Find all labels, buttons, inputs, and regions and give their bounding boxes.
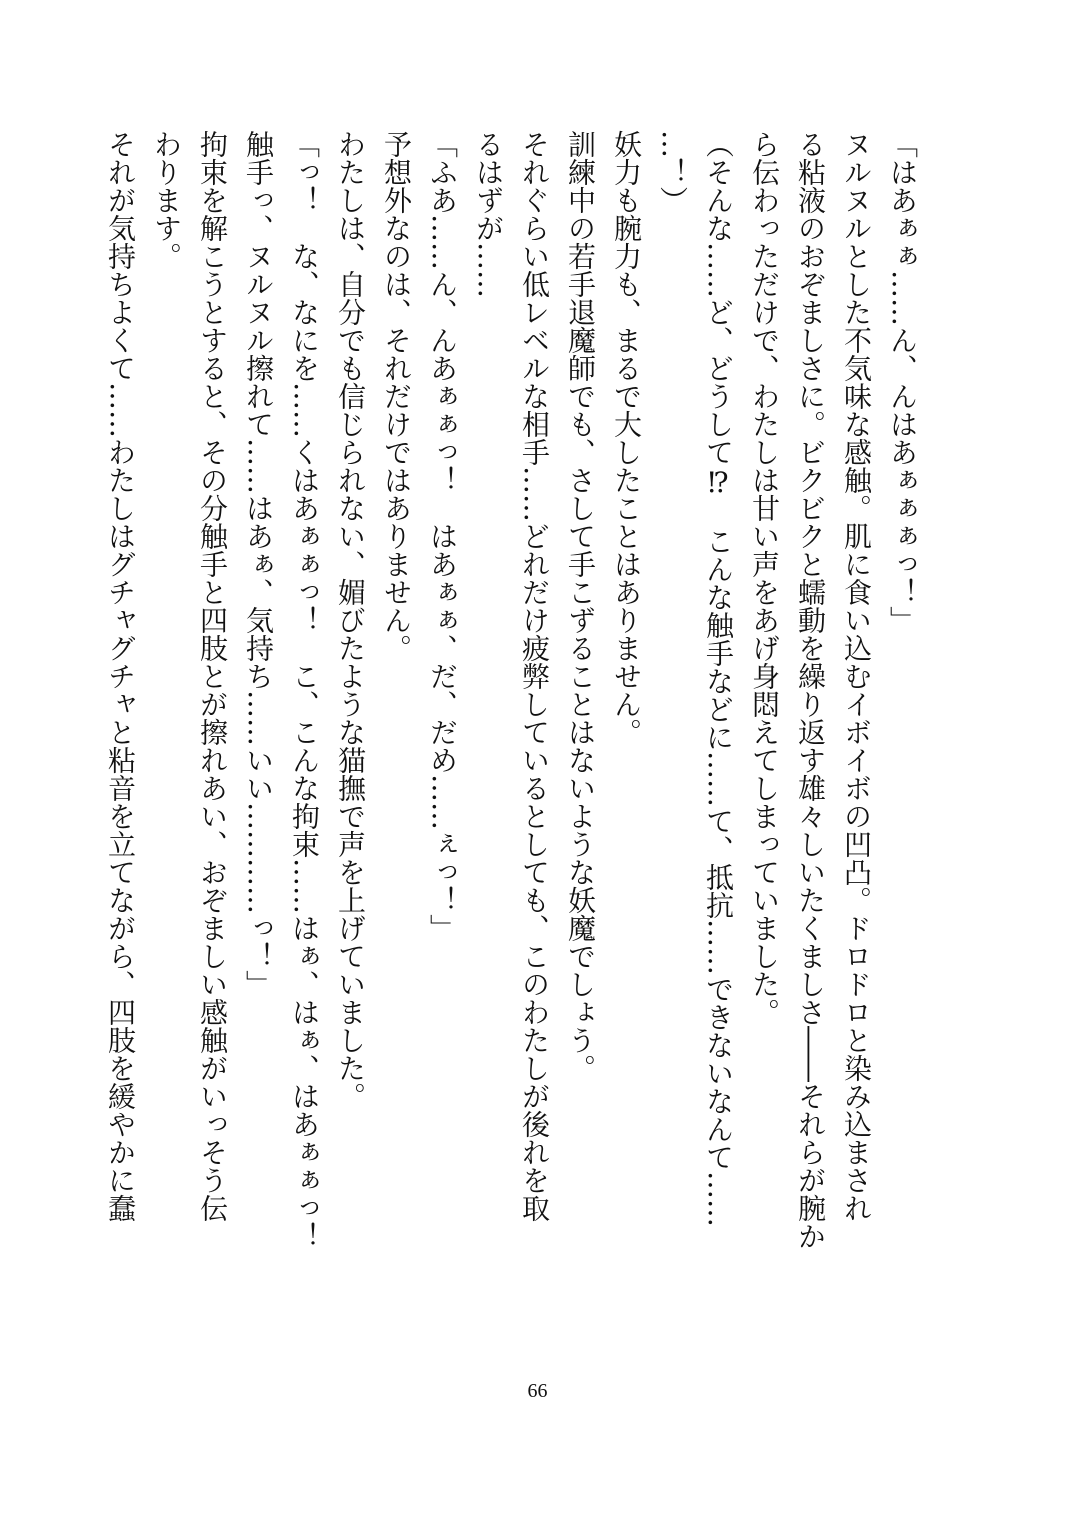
text-line: それぐらい低レベルな相手……どれだけ疲弊しているとしても、このわたしが後れを取 bbox=[518, 130, 551, 1222]
text-line: 「ふあ……ん、んあぁぁっ！ はあぁぁ、だ、だめ……ぇっ！」 bbox=[426, 130, 459, 942]
text-line: 「はあぁぁ……ん、んはあぁぁぁっ！」 bbox=[886, 130, 919, 634]
text-line: …！） bbox=[656, 130, 689, 214]
text-line: （そんな……ど、どうして⁉ こんな触手などに……て、抵抗……できないなんて…… bbox=[702, 130, 735, 1227]
text-line: ら伝わっただけで、わたしは甘い声をあげ身悶えてしまっていました。 bbox=[748, 130, 781, 1026]
text-line: る粘液のおぞましさに。ビクビクと蠕動を繰り返す雄々しいたくましさ――それらが腕か bbox=[794, 130, 827, 1250]
vertical-text-body bbox=[104, 130, 925, 1340]
text-line: 拘束を解こうとすると、その分触手と四肢とが擦れあい、おぞましい感触がいっそう伝 bbox=[196, 130, 229, 1222]
text-line: 予想外なのは、それだけではありません。 bbox=[380, 130, 413, 662]
text-line: それが気持ちよくて……わたしはグチャグチャと粘音を立てながら、四肢を緩やかに蠢 bbox=[104, 130, 137, 1222]
text-line: 妖力も腕力も、まるで大したことはありません。 bbox=[610, 130, 643, 746]
text-line: わたしは、自分でも信じられない、媚びたような猫撫で声を上げていました。 bbox=[334, 130, 367, 1110]
text-line: るはずが…… bbox=[472, 130, 505, 298]
page-number: 66 bbox=[527, 1380, 548, 1402]
text-line: わります。 bbox=[150, 130, 183, 270]
text-line: 「っ！ な、なにを……くはあぁぁっ！ こ、こんな拘束……はぁ、はぁ、はあぁぁっ！ bbox=[288, 130, 321, 1250]
text-line: ヌルヌルとした不気味な感触。肌に食い込むイボイボの凹凸。ドロドロと染み込まされ bbox=[840, 130, 873, 1222]
text-line: 訓練中の若手退魔師でも、さして手こずることはないような妖魔でしょう。 bbox=[564, 130, 597, 1082]
text-line: 触手っ、ヌルヌル擦れて……はあぁ、気持ち……いい…………っ！」 bbox=[242, 130, 275, 998]
